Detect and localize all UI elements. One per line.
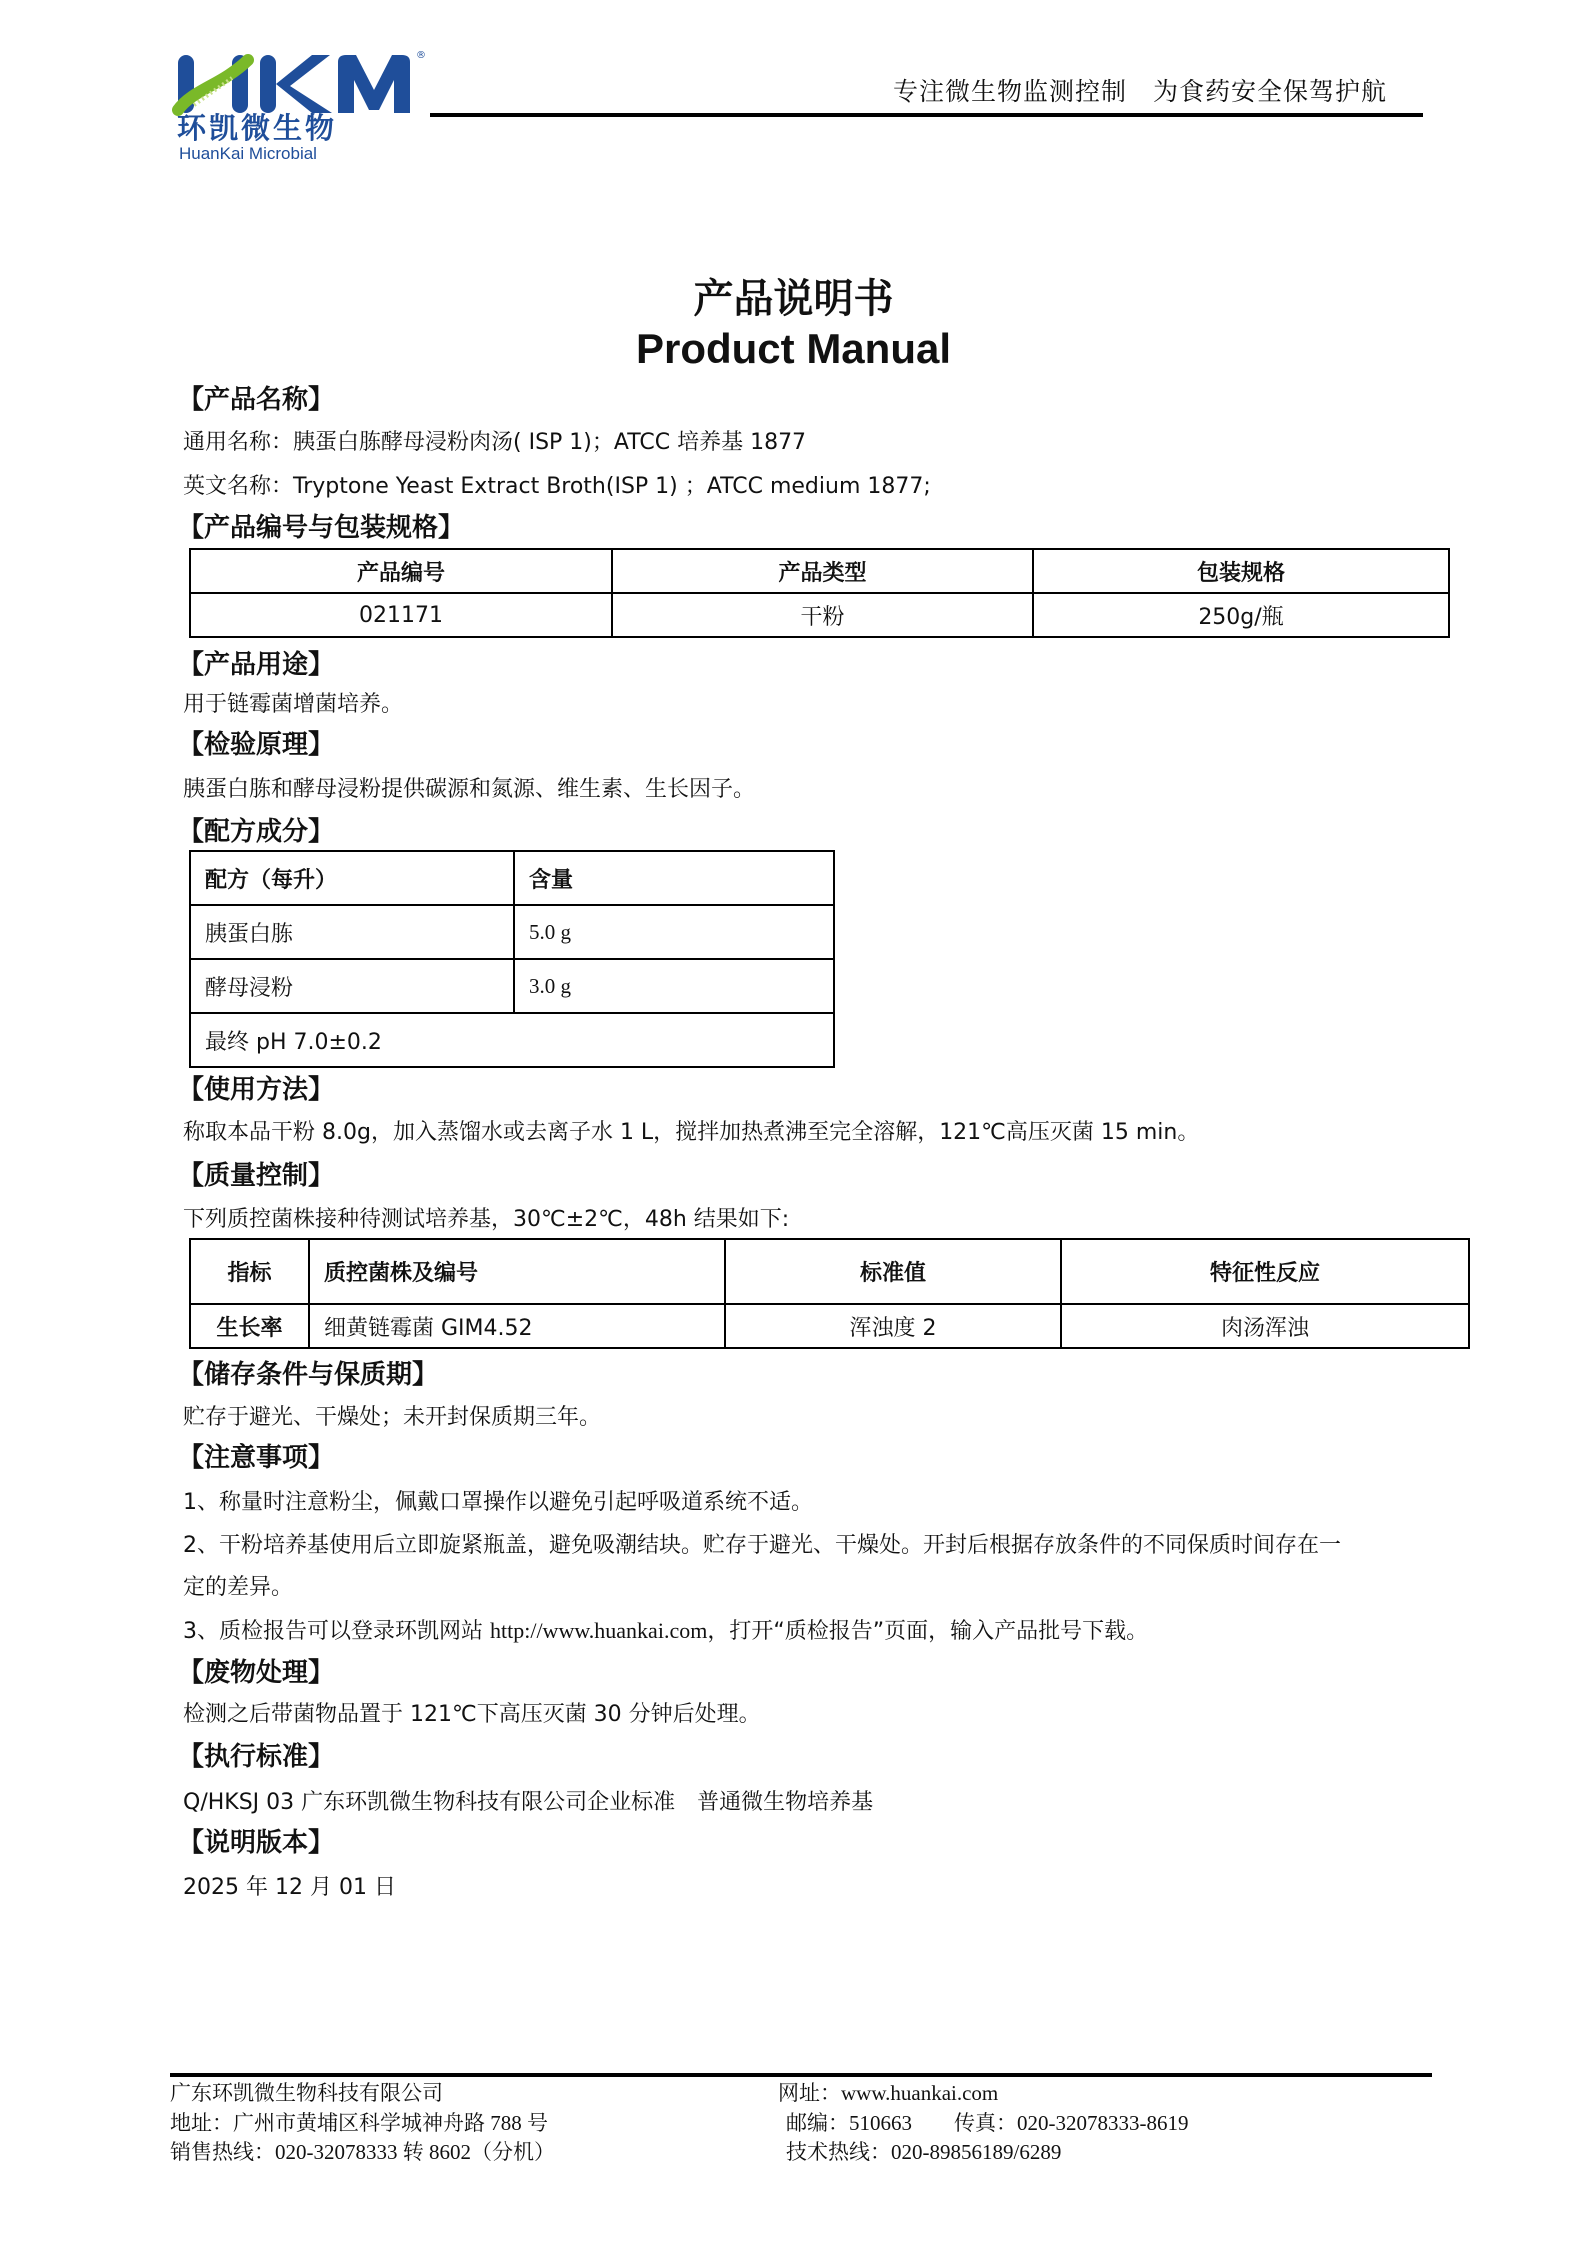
storage-text: 贮存于避光、干燥处；未开封保质期三年。 <box>183 1405 602 1430</box>
table-row <box>190 1013 834 1067</box>
footer-tech-hotline: 技术热线：020-89856189/6289 <box>786 2140 1062 2164</box>
section-heading-use: 【产品用途】 <box>178 650 335 680</box>
section-heading-code: 【产品编号与包装规格】 <box>178 513 465 543</box>
column-header: 特征性反应 <box>1061 1239 1469 1304</box>
section-heading-waste: 【废物处理】 <box>178 1658 335 1688</box>
product-code: 021171 <box>190 593 612 637</box>
logo-chinese-name: 环凯微生物 <box>177 111 338 145</box>
table-row <box>190 959 834 1013</box>
footer-company: 广东环凯微生物科技有限公司 <box>170 2081 443 2105</box>
use-text: 用于链霉菌增菌培养。 <box>183 692 404 717</box>
final-ph: 最终 pH 7.0±0.2 <box>190 1013 834 1067</box>
column-header: 包装规格 <box>1033 549 1449 593</box>
svg-text:®: ® <box>416 50 426 61</box>
note-item: 2、干粉培养基使用后立即旋紧瓶盖，避免吸潮结块。贮存于避光、干燥处。开封后根据存放条件的不同保质时间存在一 <box>183 1533 1342 1558</box>
ingredient-name: 酵母浸粉 <box>190 959 514 1013</box>
column-header: 标准值 <box>725 1239 1061 1304</box>
standard-text: Q/HKSJ 03 广东环凯微生物科技有限公司企业标准 普通微生物培养基 <box>183 1790 874 1815</box>
note-item-suffix: ，打开“质检报告”页面，输入产品批号下载。 <box>707 1619 1149 1644</box>
column-header: 产品类型 <box>612 549 1033 593</box>
formula-table <box>189 850 835 1068</box>
section-heading-name: 【产品名称】 <box>178 385 335 415</box>
page-title-en: Product Manual <box>635 325 952 372</box>
principle-text: 胰蛋白胨和酵母浸粉提供碳源和氮源、维生素、生长因子。 <box>183 777 756 802</box>
version-date: 2025 年 12 月 01 日 <box>183 1875 396 1900</box>
column-header: 产品编号 <box>190 549 612 593</box>
table-row <box>190 1304 1469 1348</box>
qc-standard-value: 浑浊度 2 <box>725 1304 1061 1348</box>
method-text: 称取本品干粉 8.0g，加入蒸馏水或去离子水 1 L，搅拌加热煮沸至完全溶解，121℃高压灭菌 15 min。 <box>183 1120 1200 1145</box>
waste-text: 检测之后带菌物品置于 121℃下高压灭菌 30 分钟后处理。 <box>183 1702 761 1727</box>
section-heading-method: 【使用方法】 <box>178 1075 335 1105</box>
table-row <box>190 905 834 959</box>
column-header: 质控菌株及编号 <box>309 1239 725 1304</box>
note-item-continued: 定的差异。 <box>183 1575 294 1600</box>
qc-indicator: 生长率 <box>190 1304 309 1348</box>
footer-postcode-fax: 邮编：510663 传真：020-32078333-8619 <box>786 2111 1189 2135</box>
section-heading-formula: 【配方成分】 <box>178 817 335 847</box>
english-name: 英文名称：Tryptone Yeast Extract Broth(ISP 1) ；ATCC medium 1877; <box>183 474 931 499</box>
package-size: 250g/瓶 <box>1033 593 1449 637</box>
note-item <box>183 1617 1148 1646</box>
footer-website[interactable]: 网址：www.huankai.com <box>778 2081 999 2105</box>
table-row <box>190 593 1449 637</box>
qc-reaction: 肉汤浑浊 <box>1061 1304 1469 1348</box>
column-header: 指标 <box>190 1239 309 1304</box>
footer-address: 地址：广州市黄埔区科学城神舟路 788 号 <box>170 2111 548 2135</box>
section-heading-principle: 【检验原理】 <box>178 730 335 760</box>
ingredient-name: 胰蛋白胨 <box>190 905 514 959</box>
website-link[interactable]: http://www.huankai.com <box>490 1618 708 1643</box>
qc-table <box>189 1238 1470 1349</box>
table-header-row <box>190 1239 1469 1304</box>
common-name: 通用名称：胰蛋白胨酵母浸粉肉汤( ISP 1)；ATCC 培养基 1877 <box>183 430 807 455</box>
qc-intro: 下列质控菌株接种待测试培养基，30℃±2℃，48h 结果如下: <box>183 1207 790 1232</box>
section-heading-standard: 【执行标准】 <box>178 1742 335 1772</box>
section-heading-version: 【说明版本】 <box>178 1828 335 1858</box>
note-item-prefix: 3、质检报告可以登录环凯网站 <box>183 1619 490 1644</box>
section-heading-qc: 【质量控制】 <box>178 1161 335 1191</box>
column-header: 配方（每升） <box>190 851 514 905</box>
section-heading-storage: 【储存条件与保质期】 <box>178 1360 439 1390</box>
ingredient-amount: 3.0 g <box>514 959 834 1013</box>
qc-strain: 细黄链霉菌 GIM4.52 <box>309 1304 725 1348</box>
note-item: 1、称量时注意粉尘，佩戴口罩操作以避免引起呼吸道系统不适。 <box>183 1490 813 1515</box>
section-heading-notes: 【注意事项】 <box>178 1443 335 1473</box>
logo-english-name: HuanKai Microbial <box>179 144 317 163</box>
product-type: 干粉 <box>612 593 1033 637</box>
footer-sales-hotline: 销售热线：020-32078333 转 8602（分机） <box>170 2140 555 2164</box>
product-code-table <box>189 548 1450 638</box>
footer-divider <box>170 2073 1432 2077</box>
header-divider <box>430 113 1423 117</box>
ingredient-amount: 5.0 g <box>514 905 834 959</box>
header-tagline: 专注微生物监测控制 为食药安全保驾护航 <box>892 77 1387 106</box>
table-header-row <box>190 549 1449 593</box>
page-title-cn: 产品说明书 <box>693 276 894 322</box>
table-header-row <box>190 851 834 905</box>
column-header: 含量 <box>514 851 834 905</box>
